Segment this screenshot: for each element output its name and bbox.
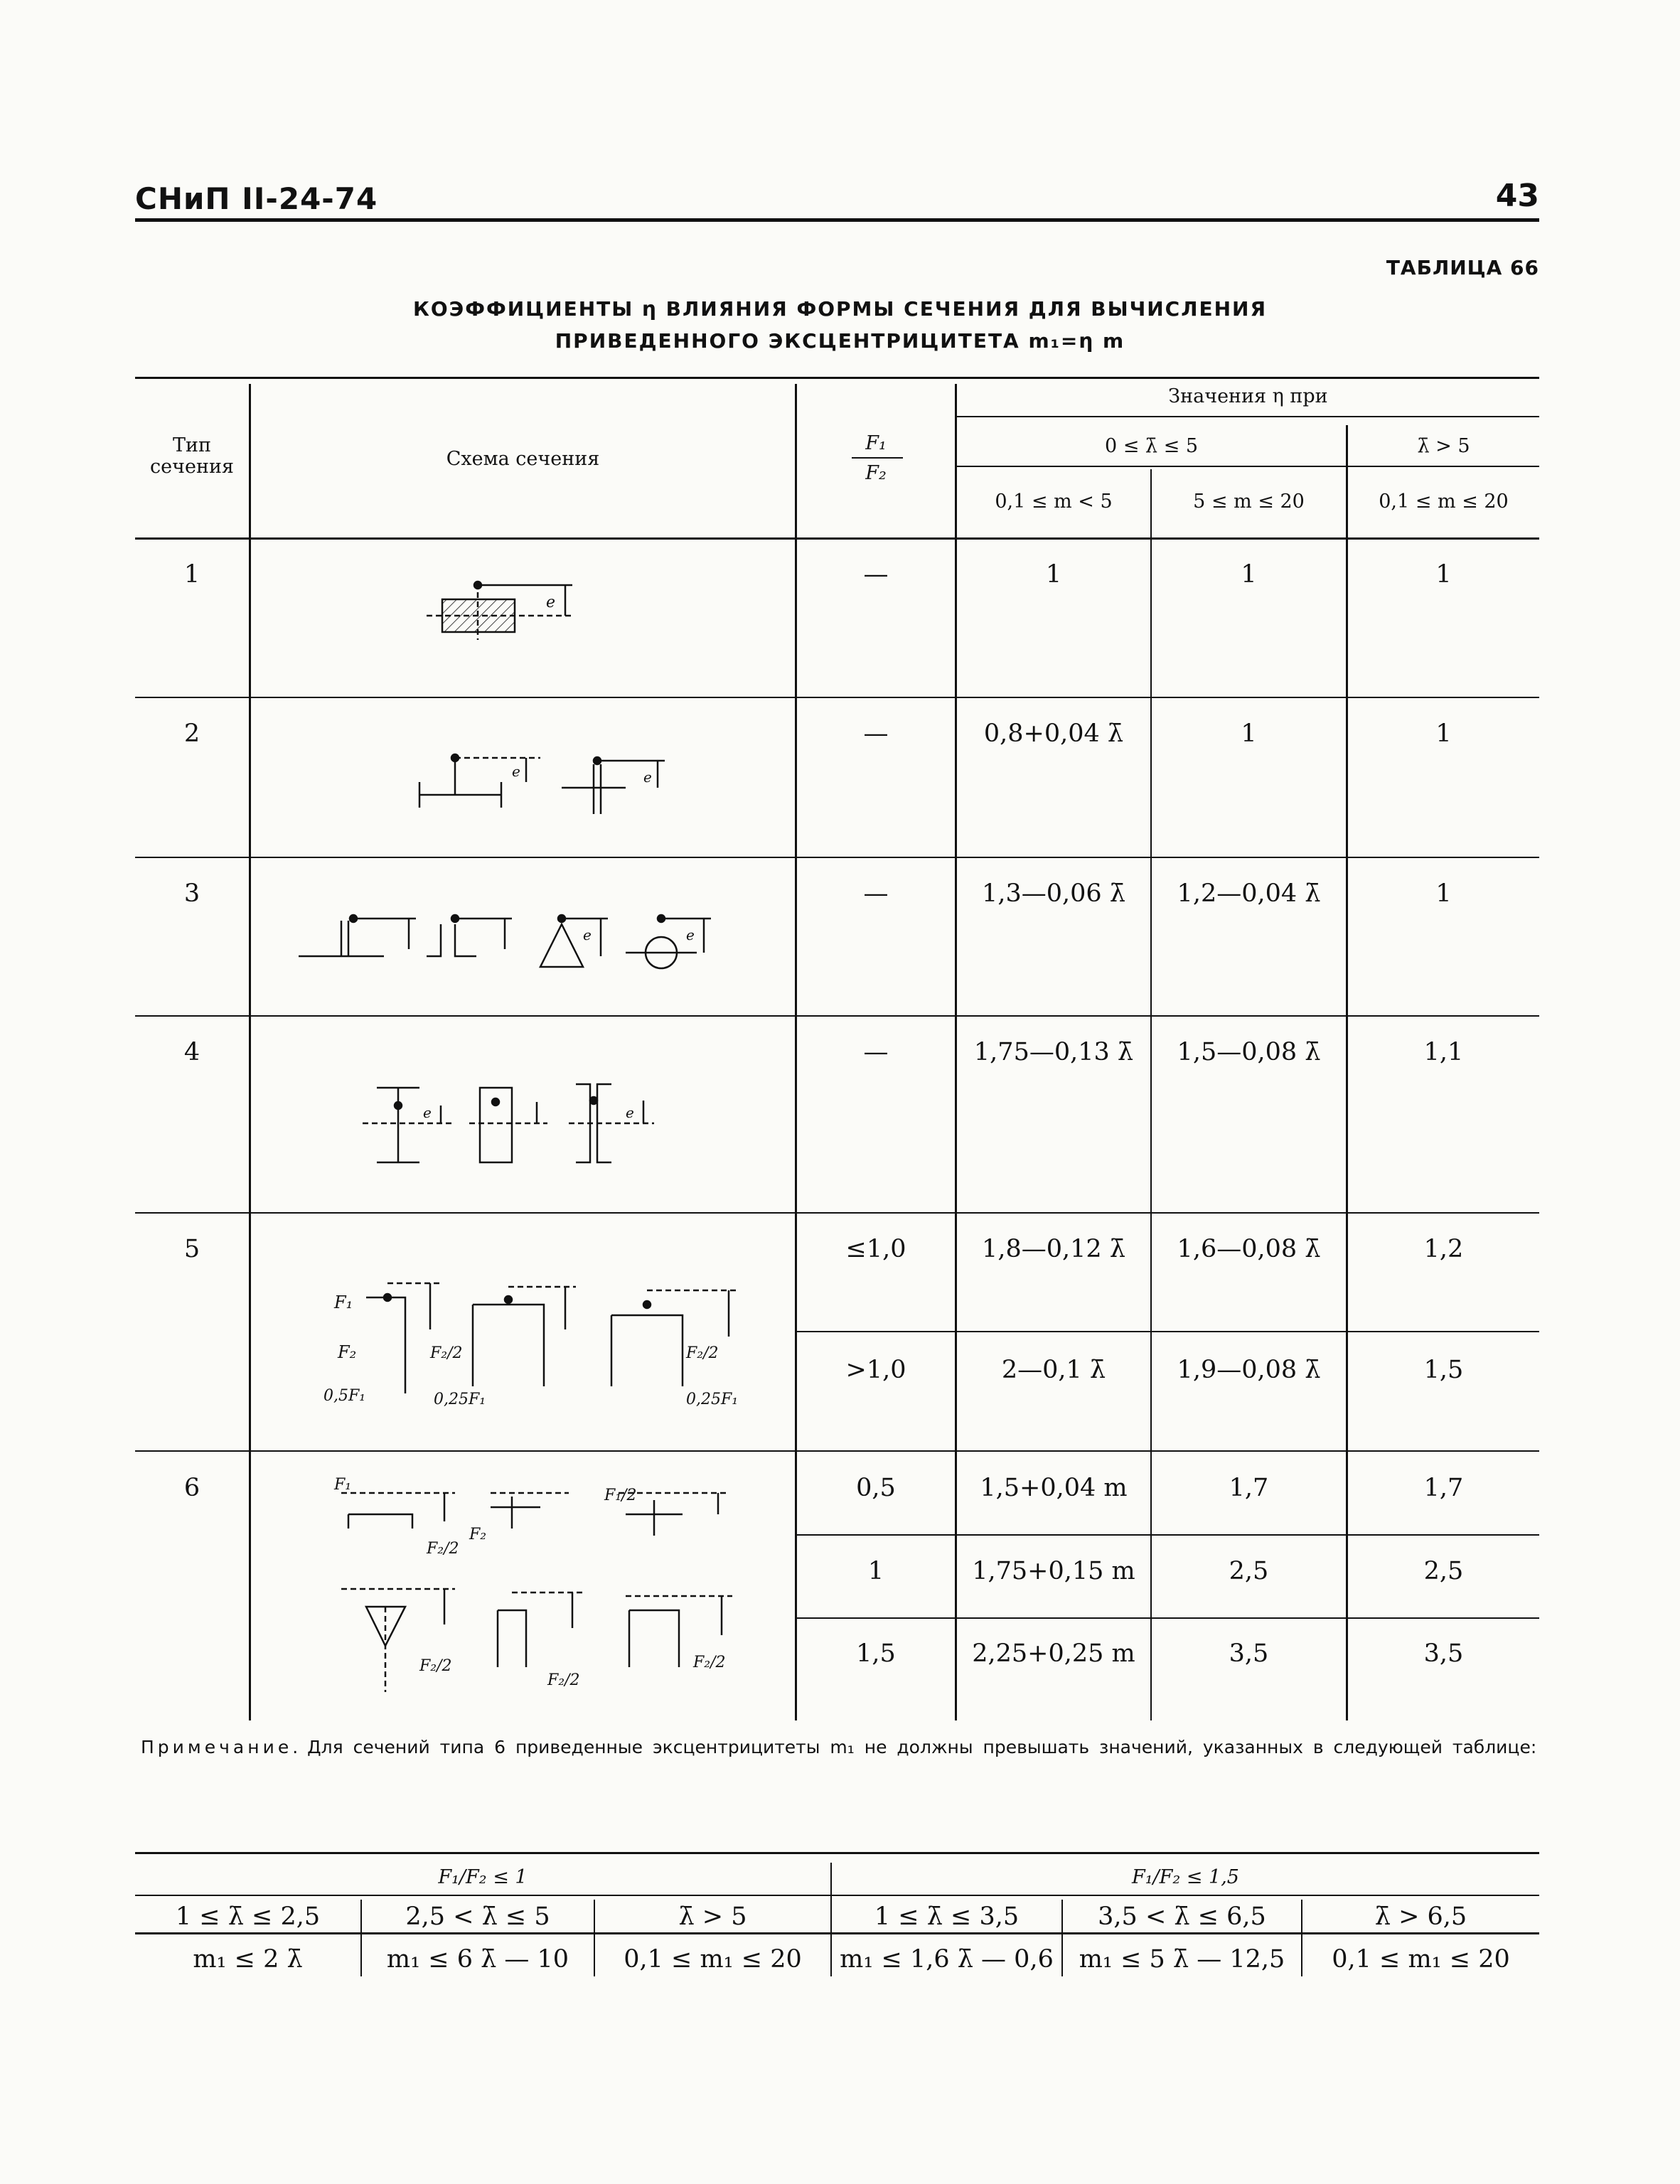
row5b-value1: 2—0,1 λ̄	[1001, 1356, 1106, 1384]
row1-ratio: —	[863, 560, 889, 589]
row3-ratio: —	[863, 879, 889, 908]
row6-type: 6	[183, 1474, 200, 1502]
table-label: ТАБЛИЦА 66	[1386, 256, 1539, 279]
table-note	[141, 1738, 1540, 1757]
limits-range-3: λ̄ > 5	[678, 1902, 747, 1931]
eccentricity-label: e	[686, 926, 695, 943]
eccentricity-label: e	[512, 763, 520, 780]
row5-type: 5	[183, 1235, 200, 1263]
section-sketch-type1	[427, 582, 572, 640]
limits-group-rule	[135, 1895, 1539, 1896]
row2-value1: 0,8+0,04 λ̄	[983, 719, 1124, 748]
row4-value3: 1,1	[1423, 1038, 1464, 1066]
force-label: F₂	[338, 1342, 357, 1362]
row5b-value2: 1,9—0,08 λ̄	[1177, 1356, 1321, 1384]
row6b-value2: 2,5	[1229, 1557, 1269, 1585]
limits-range-rule	[135, 1932, 1539, 1934]
row2-ratio: —	[863, 719, 889, 748]
limits-value-2: m₁ ≤ 6 λ̄ — 10	[386, 1945, 569, 1974]
force-label: F₁	[334, 1292, 353, 1312]
section-sketch-type4	[363, 1084, 654, 1162]
row6b-value1: 1,75+0,15 m	[972, 1557, 1135, 1585]
head-ratio-num: F₁	[865, 432, 887, 454]
limits-value-4: m₁ ≤ 1,6 λ̄ — 0,6	[840, 1945, 1054, 1974]
force-label: F₂/2	[427, 1540, 459, 1558]
force-label: 0,25F₁	[434, 1391, 486, 1408]
limits-range-4: 1 ≤ λ̄ ≤ 3,5	[874, 1902, 1020, 1931]
limits-range-1: 1 ≤ λ̄ ≤ 2,5	[175, 1902, 321, 1931]
eccentricity-label: e	[643, 769, 652, 786]
row5b-ratio: >1,0	[845, 1356, 906, 1384]
eccentricity-label: e	[423, 1104, 432, 1121]
force-label: F₂/2	[430, 1344, 463, 1362]
row4-ratio: —	[863, 1038, 889, 1066]
row1-value2: 1	[1241, 560, 1257, 589]
eccentricity-label: e	[546, 594, 556, 611]
row6b-ratio: 1	[867, 1557, 884, 1585]
head-scheme-col: Схема сечения	[446, 448, 600, 470]
row5a-value2: 1,6—0,08 λ̄	[1177, 1235, 1321, 1263]
head-type-col: Тип сечения	[150, 434, 234, 478]
row3-value2: 1,2—0,04 λ̄	[1177, 879, 1321, 908]
eccentricity-label: e	[626, 1104, 634, 1121]
row4-value1: 1,75—0,13 λ̄	[973, 1038, 1134, 1066]
table-title-line1: КОЭФФИЦИЕНТЫ η ВЛИЯНИЯ ФОРМЫ СЕЧЕНИЯ ДЛЯ ВЫЧИСЛЕНИЯ	[412, 297, 1268, 321]
force-label: F₂	[469, 1526, 487, 1543]
row3-value1: 1,3—0,06 λ̄	[982, 879, 1125, 908]
row1-value1: 1	[1045, 560, 1062, 589]
head-m-mid: 5 ≤ m ≤ 20	[1193, 491, 1305, 513]
row5a-value3: 1,2	[1423, 1235, 1464, 1263]
limits-range-6: λ̄ > 6,5	[1374, 1902, 1467, 1931]
head-m-all: 0,1 ≤ m ≤ 20	[1379, 491, 1509, 513]
row5b-value3: 1,5	[1423, 1356, 1464, 1384]
force-label: F₂/2	[693, 1654, 726, 1671]
limits-group2: F₁/F₂ ≤ 1,5	[1132, 1866, 1239, 1888]
row2-value2: 1	[1241, 719, 1257, 748]
limits-value-6: 0,1 ≤ m₁ ≤ 20	[1332, 1945, 1510, 1974]
eccentricity-label: e	[583, 926, 592, 943]
row6a-ratio: 0,5	[856, 1474, 896, 1502]
force-label: 0,5F₁	[323, 1387, 366, 1405]
row6c-ratio: 1,5	[856, 1639, 896, 1668]
row6c-value3: 3,5	[1423, 1639, 1464, 1668]
row6c-value2: 3,5	[1229, 1639, 1269, 1668]
force-label: F₁	[334, 1476, 352, 1494]
section-sketch-type3	[299, 915, 711, 968]
limits-group1: F₁/F₂ ≤ 1	[438, 1866, 528, 1888]
row1-value3: 1	[1435, 560, 1452, 589]
limits-range-5: 3,5 < λ̄ ≤ 6,5	[1098, 1902, 1266, 1931]
force-label: F₂/2	[419, 1657, 452, 1675]
row3-value3: 1	[1435, 879, 1452, 908]
head-values-group: Значения η при	[1168, 385, 1328, 407]
note-lead: Примечание.	[141, 1737, 302, 1757]
page-number: 43	[1495, 178, 1539, 214]
force-label: F₂/2	[686, 1344, 719, 1362]
row3-type: 3	[183, 879, 200, 908]
force-label: F₁/2	[604, 1487, 637, 1504]
force-label: F₂/2	[547, 1671, 580, 1689]
table-title-line2: ПРИВЕДЕННОГО ЭКСЦЕНТРИЦИТЕТА m₁=η m	[555, 329, 1125, 353]
row4-type: 4	[183, 1038, 200, 1066]
limits-value-1: m₁ ≤ 2 λ̄	[193, 1945, 303, 1974]
limits-range-2: 2,5 < λ̄ ≤ 5	[405, 1902, 550, 1931]
document-code: СНиП II-24-74	[135, 181, 378, 216]
row2-value3: 1	[1435, 719, 1452, 748]
row6c-value1: 2,25+0,25 m	[972, 1639, 1135, 1668]
note-text: Для сечений типа 6 приведенные эксцентрицитеты m₁ не должны превышать значений, указанных в следующей таблице:	[307, 1737, 1537, 1757]
limits-top-rule	[135, 1852, 1539, 1854]
row6a-value2: 1,7	[1229, 1474, 1269, 1502]
row5a-ratio: ≤1,0	[845, 1235, 906, 1263]
limits-value-5: m₁ ≤ 5 λ̄ — 12,5	[1079, 1945, 1285, 1974]
head-lambda-low: 0 ≤ λ̄ ≤ 5	[1104, 435, 1199, 457]
head-ratio-den: F₂	[865, 462, 887, 484]
row6b-value3: 2,5	[1423, 1557, 1464, 1585]
head-m-low: 0,1 ≤ m < 5	[995, 491, 1113, 513]
head-lambda-high: λ̄ > 5	[1417, 435, 1470, 457]
row6a-value3: 1,7	[1423, 1474, 1464, 1502]
section-sketch-type6	[333, 1476, 732, 1692]
section-sketch-type5	[323, 1283, 739, 1408]
limits-value-3: 0,1 ≤ m₁ ≤ 20	[624, 1945, 802, 1974]
row5a-value1: 1,8—0,12 λ̄	[982, 1235, 1125, 1263]
row1-type: 1	[183, 560, 200, 589]
row2-type: 2	[183, 719, 200, 748]
section-sketch-type2	[419, 754, 665, 814]
row6a-value1: 1,5+0,04 m	[980, 1474, 1128, 1502]
force-label: 0,25F₁	[686, 1391, 739, 1408]
row4-value2: 1,5—0,08 λ̄	[1177, 1038, 1321, 1066]
